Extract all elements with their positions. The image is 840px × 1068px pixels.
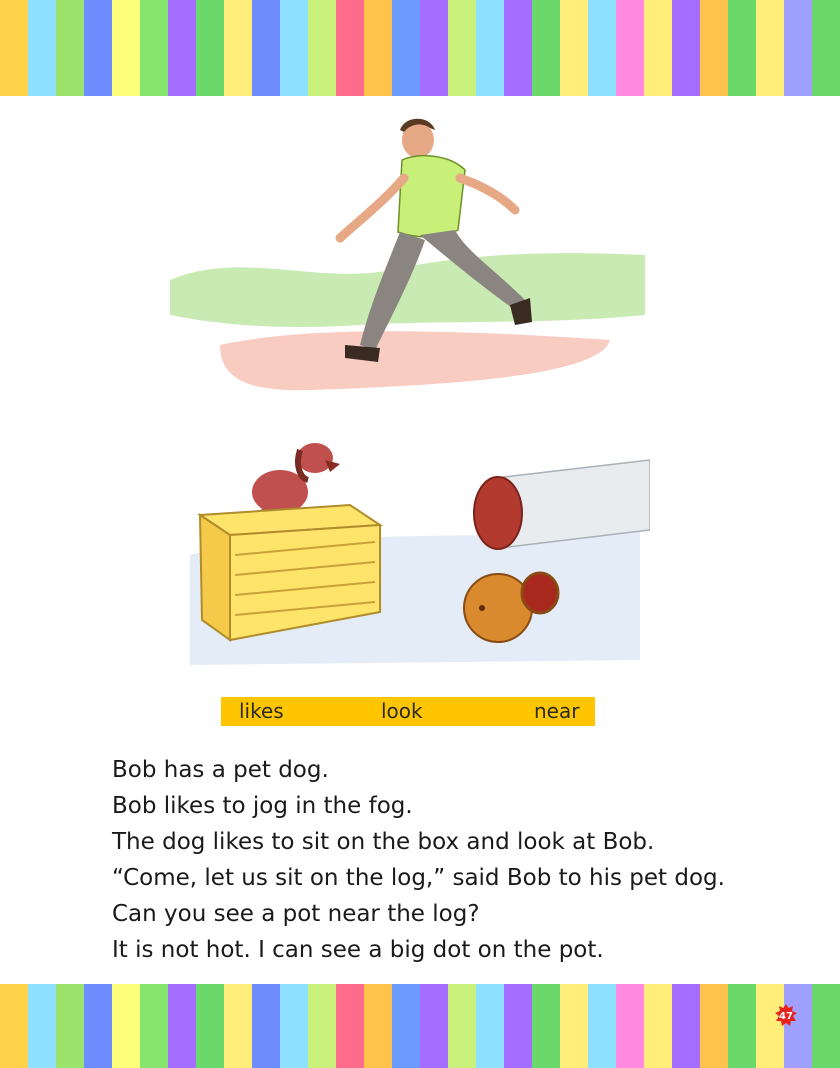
vocab-word: likes [239, 699, 284, 723]
stripe [112, 0, 140, 96]
stripe [336, 0, 364, 96]
stripe [588, 984, 616, 1068]
stripe [224, 984, 252, 1068]
stripe [308, 984, 336, 1068]
stripe [756, 0, 784, 96]
stripe [812, 984, 840, 1068]
stripe [672, 0, 700, 96]
stripe [0, 984, 28, 1068]
story-line: It is not hot. I can see a big dot on the pot. [112, 937, 604, 963]
story-line: The dog likes to sit on the box and look at Bob. [112, 829, 655, 855]
stripe [532, 0, 560, 96]
bottom-stripe-border [0, 984, 840, 1068]
stripe [616, 0, 644, 96]
stripe [644, 0, 672, 96]
stripe [616, 984, 644, 1068]
stripe [196, 984, 224, 1068]
stripe [252, 0, 280, 96]
stripe [560, 984, 588, 1068]
stripe [392, 0, 420, 96]
stripe [560, 0, 588, 96]
stripe [280, 984, 308, 1068]
stripe [336, 984, 364, 1068]
stripe [140, 0, 168, 96]
stripe [420, 0, 448, 96]
page-number: 47 [779, 1011, 793, 1022]
stripe [364, 0, 392, 96]
stripe [728, 984, 756, 1068]
stripe [56, 984, 84, 1068]
story-line: Bob has a pet dog. [112, 757, 329, 783]
stripe [84, 984, 112, 1068]
page-number-badge [775, 1004, 797, 1026]
stripe [140, 984, 168, 1068]
stripe [756, 984, 784, 1068]
stripe [644, 984, 672, 1068]
stripe [784, 0, 812, 96]
stripe [84, 0, 112, 96]
story-illustration [160, 100, 650, 675]
stripe [448, 0, 476, 96]
top-stripe-border [0, 0, 840, 96]
stripe [700, 984, 728, 1068]
stripe [364, 984, 392, 1068]
stripe [812, 0, 840, 96]
stripe [700, 0, 728, 96]
stripe [784, 984, 812, 1068]
stripe [532, 984, 560, 1068]
stripe [504, 0, 532, 96]
vocabulary-word-bar [221, 697, 595, 726]
story-line: “Come, let us sit on the log,” said Bob to his pet dog. [112, 865, 725, 891]
stripe [420, 984, 448, 1068]
stripe [308, 0, 336, 96]
stripe [224, 0, 252, 96]
stripe [168, 0, 196, 96]
story-line: Can you see a pot near the log? [112, 901, 480, 927]
vocab-word: near [534, 699, 580, 723]
stripe [728, 0, 756, 96]
stripe [280, 0, 308, 96]
stripe [672, 984, 700, 1068]
stripe [196, 0, 224, 96]
stripe [28, 984, 56, 1068]
story-line: Bob likes to jog in the fog. [112, 793, 413, 819]
stripe [168, 984, 196, 1068]
stripe [448, 984, 476, 1068]
stripe [252, 984, 280, 1068]
stripe [588, 0, 616, 96]
story-text [112, 752, 812, 968]
stripe [476, 984, 504, 1068]
stripe [112, 984, 140, 1068]
stripe [28, 0, 56, 96]
stripe [392, 984, 420, 1068]
stripe [476, 0, 504, 96]
vocab-word: look [381, 699, 423, 723]
stripe [56, 0, 84, 96]
stripe [504, 984, 532, 1068]
stripe [0, 0, 28, 96]
